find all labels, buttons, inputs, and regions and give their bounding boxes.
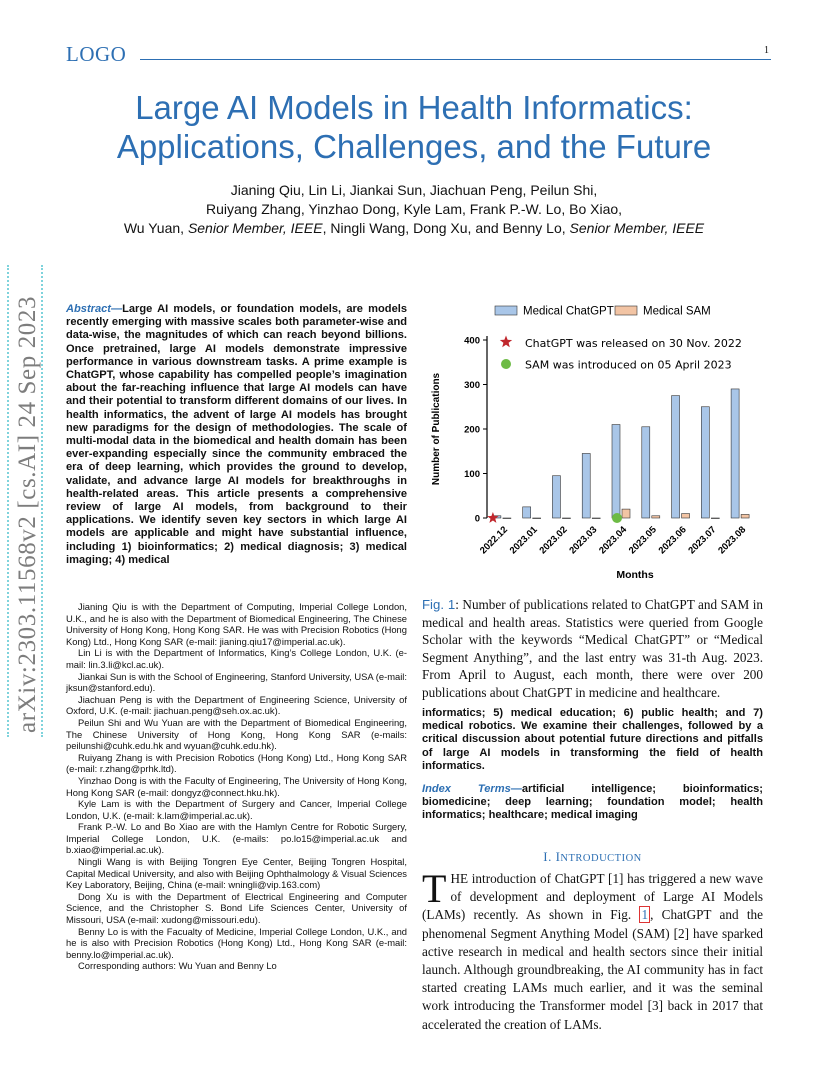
legend-swatch (615, 306, 637, 315)
legend-swatch (495, 306, 517, 315)
affiliation-item: Lin Li is with the Department of Informatics, King’s College London, U.K. (e-mail: lin.3.li@kcl.ac.uk). (66, 647, 407, 670)
bar-chatgpt (582, 453, 590, 518)
bar-sam (622, 509, 630, 518)
y-tick-label: 100 (464, 469, 480, 480)
index-terms-lead: Index Terms— (422, 783, 522, 795)
paper-title (60, 88, 768, 166)
affiliation-item: Dong Xu is with the Department of Electrical Engineering and Computer Science, and the Christopher S. Bond Life Sciences Center, University of Missouri, USA (e-mail: xudong@missouri.edu). (66, 890, 407, 926)
affiliation-item: Jiankai Sun is with the School of Engineering, Stanford University, USA (e-mail: jksun@stanford.edu). (66, 670, 407, 694)
y-axis-label: Number of Publications (431, 372, 442, 486)
header-rule (140, 59, 771, 60)
bar-chatgpt (731, 389, 739, 518)
authors-line-2: Ruiyang Zhang, Yinzhao Dong, Kyle Lam, Frank P.-W. Lo, Bo Xiao, (205, 201, 623, 217)
arxiv-identifier: arXiv:2303.11568v2 [cs.AI] 24 Sep 2023 (14, 295, 41, 733)
author-membership: Senior Member, IEEE (187, 220, 323, 236)
bar-sam (503, 518, 511, 519)
authors-line-3 (60, 219, 768, 238)
section-heading-smallcaps: NTRODUCTION (560, 853, 642, 864)
abstract (66, 303, 407, 567)
bar-sam (711, 518, 719, 519)
bar-chatgpt (642, 427, 650, 518)
bar-sam (592, 518, 600, 519)
y-tick-label: 0 (474, 513, 480, 525)
author-list (60, 181, 768, 238)
bar-sam (682, 514, 690, 518)
title-line-1: Large AI Models in Health Informatics: (135, 89, 693, 126)
annotation-text: SAM was introduced on 05 April 2023 (525, 358, 732, 372)
x-tick-label: 2023.08 (716, 524, 749, 557)
bar-chatgpt (612, 425, 620, 518)
x-tick-label: 2023.06 (656, 524, 689, 557)
abstract-continued: informatics; 5) medical education; 6) public health; and 7) medical robotics. We examine their challenges, followed by a critical discussion about potential future directions and pitfalls of large AI models in transforming the field of health informatics. (422, 707, 763, 772)
authors-line-1: Jianing Qiu, Lin Li, Jiankai Sun, Jiachuan Peng, Peilun Shi, (230, 182, 598, 198)
bar-sam (533, 518, 541, 519)
x-axis-label: Months (616, 569, 654, 581)
caption-text: : Number of publications related to ChatGPT and SAM in medical and health areas. Statistics were queried from Google Scholar with the keywords “Medical ChatGPT” or “Medical Segment Anything”, and the last entry was 31-th Aug. 2023. From April to August, each month, there were over 200 publications about ChatGPT in medicine and healthcare. (422, 597, 764, 700)
bar-chatgpt (552, 476, 560, 518)
bar-chatgpt (523, 507, 531, 518)
publications-bar-chart (425, 298, 780, 588)
author-text: Wu Yuan, (123, 220, 188, 236)
index-terms (422, 783, 763, 823)
x-tick-label: 2023.05 (626, 524, 659, 557)
y-tick-label: 200 (464, 424, 480, 436)
x-tick-label: 2023.01 (507, 524, 540, 557)
red-star-icon (500, 336, 512, 348)
figure-caption (422, 596, 763, 702)
affiliation-item: Corresponding authors: Wu Yuan and Benny Lo (78, 960, 277, 972)
chatgpt-release-marker (487, 512, 498, 523)
x-tick-label: 2023.03 (567, 524, 600, 557)
journal-logo: LOGO (66, 42, 127, 66)
introduction-paragraph (422, 866, 764, 1034)
x-tick-label: 2023.07 (686, 524, 719, 557)
affiliation-item: Ruiyang Zhang is with Precision Robotics (Hong Kong) Ltd., Hong Kong SAR (e-mail: r.zhang@prhk.ltd). (66, 751, 407, 775)
section-heading (422, 849, 763, 865)
y-tick-label: 400 (464, 335, 480, 347)
x-tick-label: 2023.02 (537, 524, 570, 557)
abstract-text: Large AI models, or foundation models, are models recently emerging with massive scales both parameter-wise and data-wise, the magnitudes of which can reach beyond billions. Once pretrained, large AI models demonstrate impressive performance in various downstream tasks. A prime example is ChatGPT, whose capability has compelled people’s imagination about the far-reaching influence that large AI models can have and their potential to transform different domains of our lives. In health informatics, the advent of large AI models has brought new paradigms for the design of methodologies. The scale of multi-modal data in the biomedical and health domain has been ever-expanding especially since the community embraced the era of deep learning, which provides the ground to develop, validate, and advance large AI models for breakthroughs in health-related areas. This article presents a comprehensive review of large AI models, from background to their applications. We identify seven key sectors in which large AI models are applicable and might have substantial influence, including 1) bioinformatics; 2) medical diagnosis; 3) medical imaging; 4) medical (66, 303, 407, 566)
affiliation-item: Yinzhao Dong is with the Faculty of Engineering, The University of Hong Kong, Hong Kong SAR (e-mail: dongyz@connect.hku.hk). (66, 774, 407, 798)
section-heading-text: I. I (543, 849, 561, 864)
index-terms-text: artificial intelligence; bioinformatics; biomedicine; deep learning; foundation model; health informatics; healthcare; medical imaging (422, 783, 763, 822)
figure-label: Fig. 1 (422, 597, 456, 612)
affiliation-item: Peilun Shi and Wu Yuan are with the Department of Biomedical Engineering, The Chinese University of Hong Kong, Hong Kong SAR (e-mails: peilunshi@cuhk.edu.hk and wyuan@cuhk.edu.hk). (66, 716, 407, 752)
page-number: 1 (764, 45, 769, 56)
sam-release-marker (612, 513, 622, 523)
x-tick-label: 2022.12 (477, 524, 511, 557)
author-membership: Senior Member, IEEE (569, 220, 705, 236)
figure-reference-link[interactable]: 1 (641, 907, 649, 923)
green-dot-icon (501, 359, 511, 369)
legend-label: Medical ChatGPT (523, 305, 614, 318)
title-line-2: Applications, Challenges, and the Future (116, 128, 712, 165)
bar-chatgpt (672, 396, 680, 518)
bar-sam (562, 518, 570, 519)
author-text: , Ningli Wang, Dong Xu, and Benny Lo, (322, 220, 570, 236)
intro-text: , ChatGPT and the phenomenal Segment Anything Model (SAM) [2] have sparked active research in medical and health sectors since their initial launch. Although groundbreaking, the AI community has in fact started creating LAMs much earlier, and it was the seminal work introducing the Transformer model [3] back in 2017 that accelerated the creation of LAMs. (422, 907, 764, 1032)
y-tick-label: 300 (464, 380, 480, 391)
drop-cap: T (422, 866, 447, 911)
bar-sam (741, 514, 749, 518)
annotation-text: ChatGPT was released on 30 Nov. 2022 (525, 337, 742, 350)
affiliation-item: Jiachuan Peng is with the Department of Engineering Science, University of Oxford, U.K. (e-mail: jiachuan.peng@seh.ox.ac.uk). (66, 693, 407, 717)
affiliation-item: Frank P.-W. Lo and Bo Xiao are with the Hamlyn Centre for Robotic Surgery, Imperial College London, U.K. (e-mails: po.lo15@imperial.ac.uk and b.xiao@imperial.ac.uk). (66, 821, 407, 856)
abstract-lead: Abstract— (66, 303, 123, 315)
bar-chatgpt (701, 407, 709, 518)
x-tick-label: 2023.04 (597, 524, 630, 557)
affiliation-item: Ningli Wang is with Beijing Tongren Eye Center, Beijing Tongren Hospital, Capital Medical University, and also with Beijing Ophthalmology & Visual Sciences Key Laboratory, Beijing, China (e-mail: wningli@vip.163.com) (66, 856, 407, 891)
affiliations-footnote (66, 601, 407, 972)
affiliation-item: Kyle Lam is with the Department of Surgery and Cancer, Imperial College London, U.K. (e-mail: k.lam@imperial.ac.uk). (66, 798, 407, 821)
legend-label: Medical SAM (643, 305, 711, 318)
affiliation-item: Jianing Qiu is with the Department of Computing, Imperial College London, U.K., and he is also with the Department of Biomedical Engineering, The Chinese University of Hong Kong, Hong Kong SAR. He was with Precision Robotics (Hong Kong) Ltd., Hong Kong SAR (e-mail: jianing.qiu17@imperial.ac.uk). (66, 601, 407, 647)
affiliation-item: Benny Lo is with the Facualty of Medicine, Imperial College London, U.K., and he is also with Precision Robotics (Hong Kong) Ltd., Hong Kong SAR (e-mail: benny.lo@imperial.ac.uk). (66, 925, 407, 960)
bar-sam (652, 516, 660, 518)
intro-text: HE introduction of ChatGPT [1] has triggered a new wave of development and deployment of Large AI Models (LAMs) recently. As shown in Fig. (422, 871, 763, 923)
